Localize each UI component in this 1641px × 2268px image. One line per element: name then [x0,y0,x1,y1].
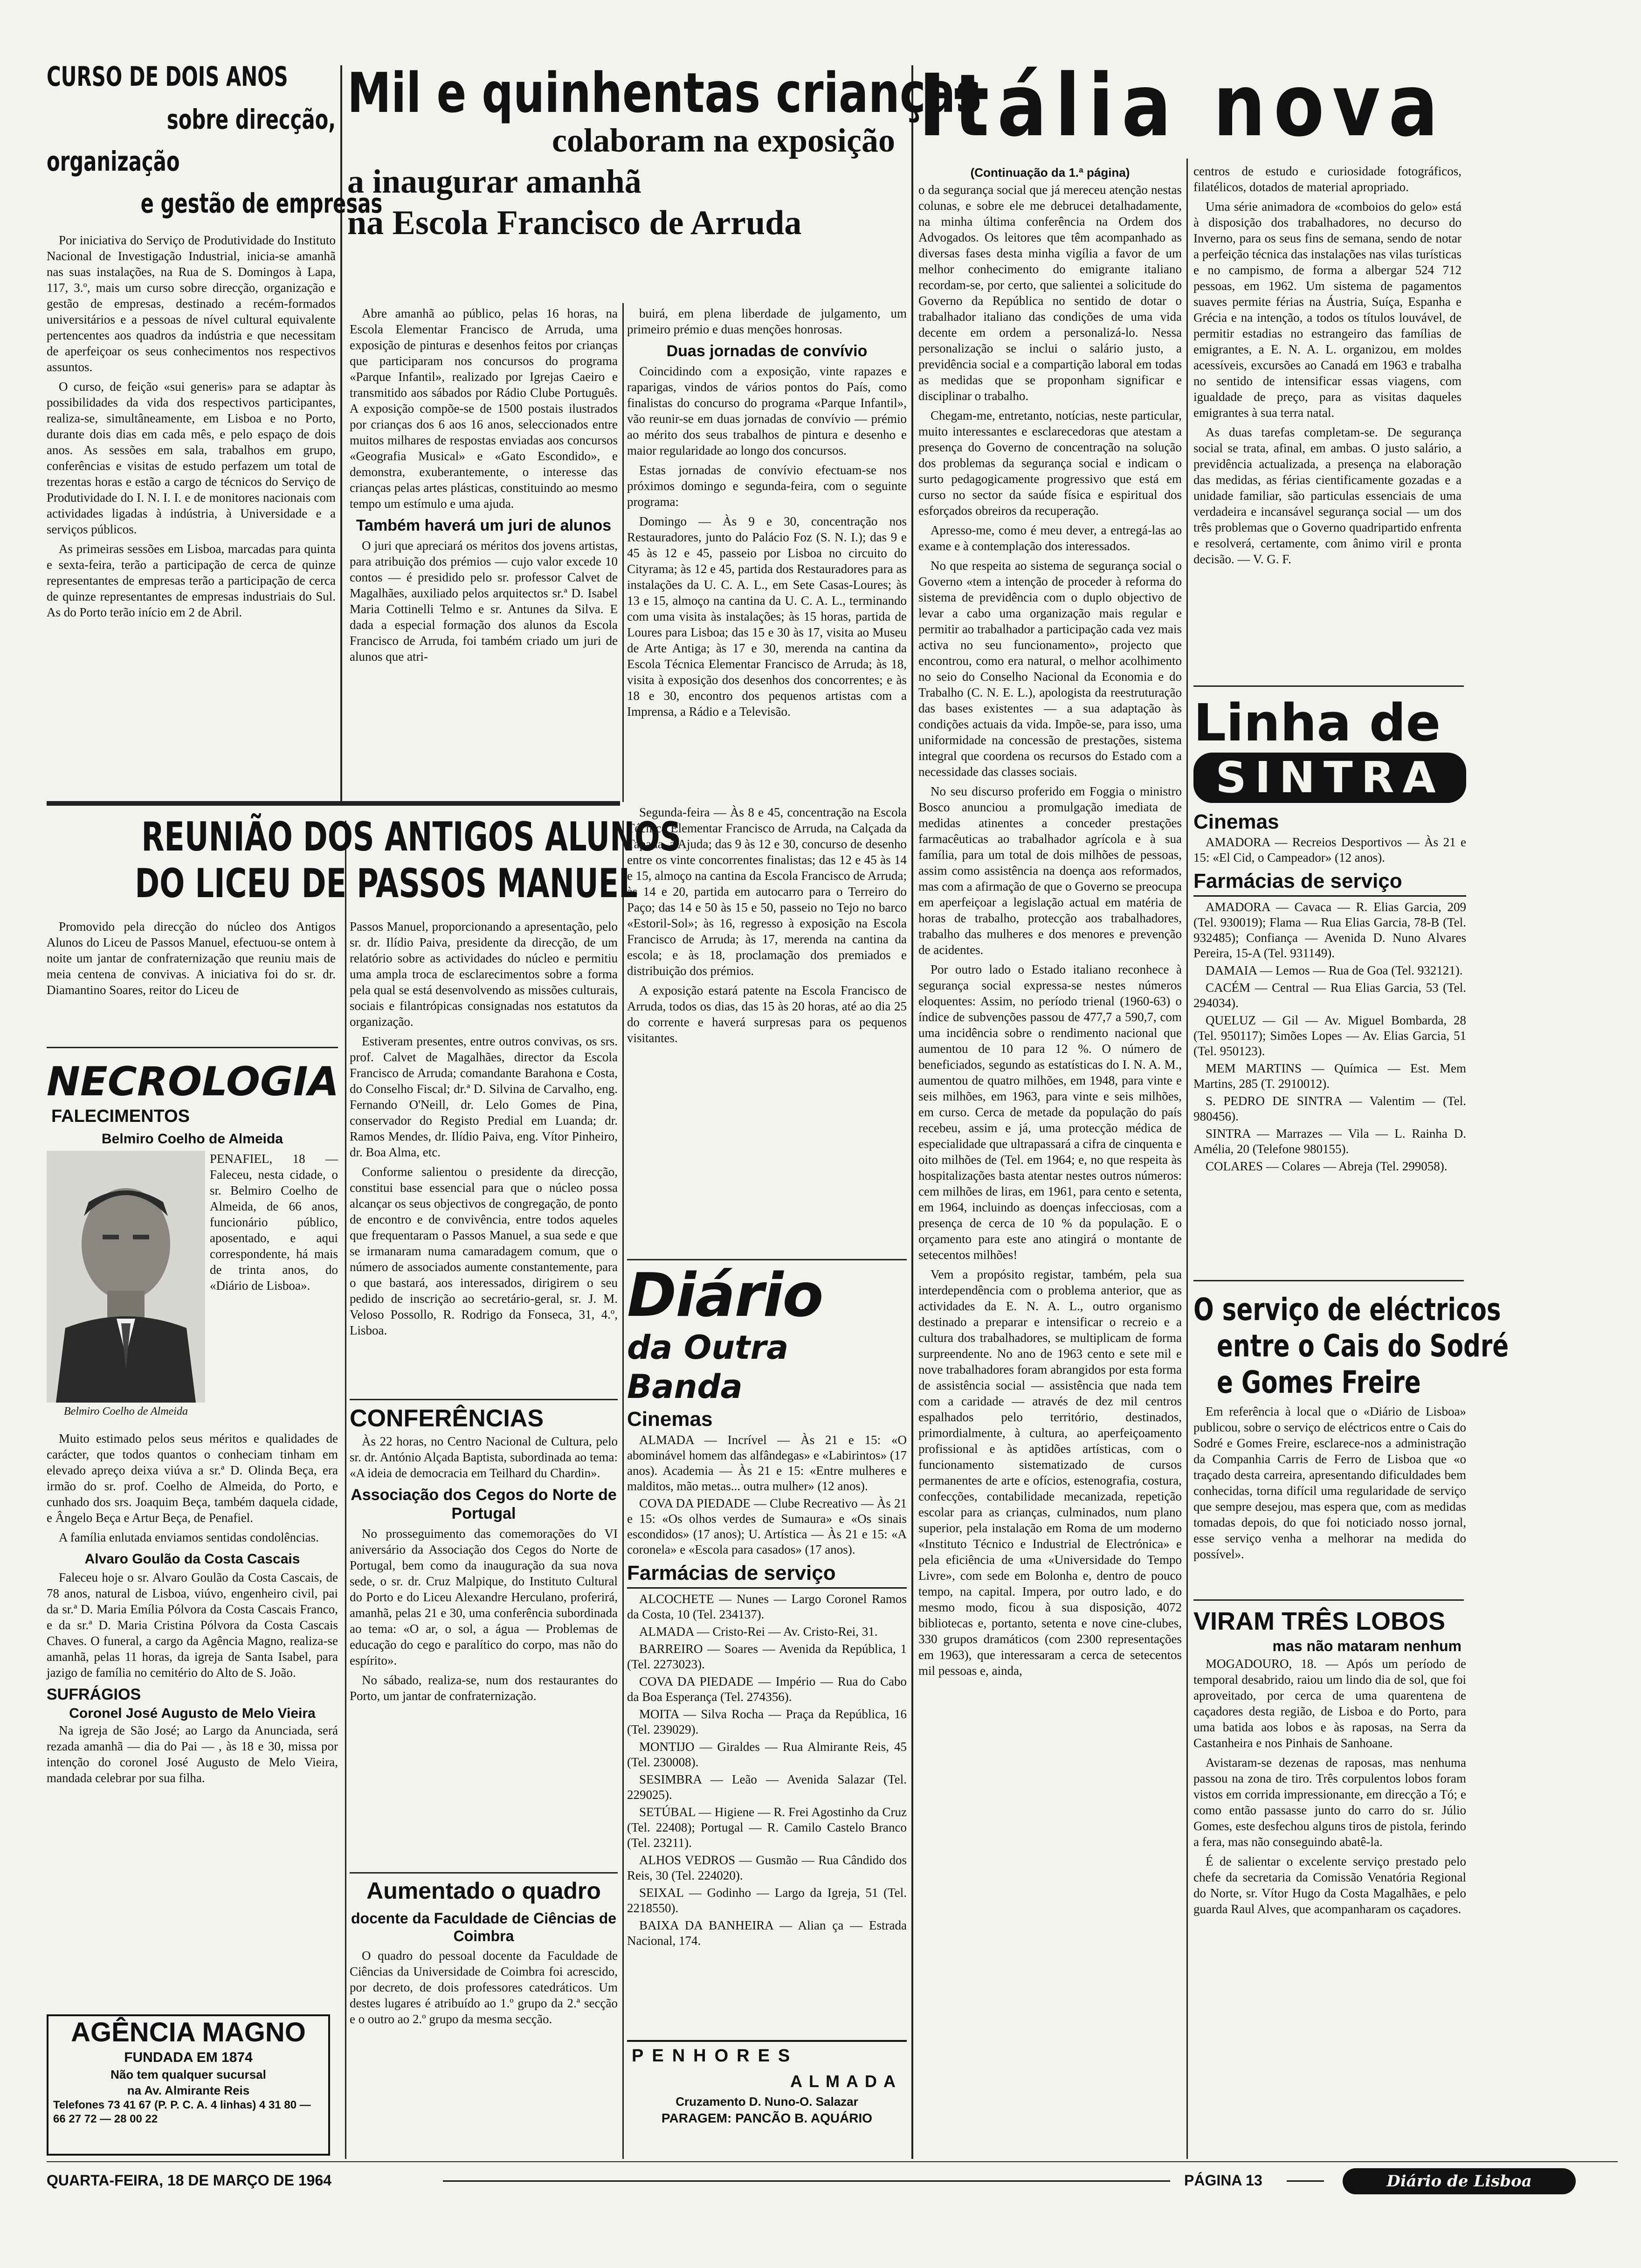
lobos-paragraph: É de salientar o excelente serviço prestado pelo chefe da secretaria da Comissão Venatória Regional do Norte, sr. Vítor Hugo da Costa Magalhães, e pelo guarda Raul Alves, que acompanharam os caçadores. [1193,1854,1466,1916]
footer-line [1287,2180,1324,2182]
farmacia-item: COVA DA PIEDADE — Império — Rua do Cabo da Boa Esperança (Tel. 274356). [627,1674,907,1704]
duas-subhead: Duas jornadas de convívio [666,342,868,360]
aumentado-headline: Aumentado o quadro [366,1878,601,1904]
reuniao-paragraph: Estiveram presentes, entre outros convivas, os srs. prof. Calvet de Magalhães, director da Escola Francisco de Arruda; comandante Barahona e Costa, do Conselho Fiscal; dr.ª D. Silvina de Carvalho, eng. Fernando O'Neill, dr. Lelo Gomes de Pina, conservador do Registo Predial em Luanda; dr. Ramos Mendes, dr. Ilídio Paiva, eng. Vítor Pinheiro, dr. Boa Alma, etc. [350,1034,618,1159]
footer [47,2168,1618,2201]
juri-subhead: Também haverá um juri de alunos [356,517,612,534]
agencia-magno-ad [47,2014,330,2156]
farmacia-item: MOITA — Silva Rocha — Praça da República, 16 (Tel. 239029). [627,1707,907,1736]
section-rule [47,1047,338,1048]
sintra-banner: SINTRA [1193,753,1466,803]
italia-paragraph: No seu discurso proferido em Foggia o ministro Bosco anunciou a promulgação imediata de medidas atinentes a conceder prestações farmacêuticas ao trabalhador agrícola e à sua família, para um total de dois milhões de pessoas, assim como assistência na doença aos reformados, mas com a afirmação de que o Governo se preocupa em aperfeiçoar a legislação actual em matéria de horas de trabalho, protecção aos trabalhadores, trabalho das mulheres e dos menores e prevenção de acidentes. [918,784,1182,957]
italia-article [918,56,1618,168]
lobos-article [1193,1606,1466,2157]
farmacias-label: Farmácias de serviço [1193,867,1466,897]
column-rule [340,65,342,802]
lobos-subhead: mas não mataram nenhum [1272,1638,1462,1654]
farmacia-item: SEIXAL — Godinho — Largo da Igreja, 51 (Tel. 2218550). [627,1886,907,1915]
curso-headline-3: organização [47,145,180,177]
lobos-headline: VIRAM TRÊS LOBOS [1193,1607,1446,1635]
agencia-title: AGÊNCIA MAGNO [71,2017,306,2047]
farmacia-item: ALMADA — Cristo-Rei — Av. Cristo-Rei, 31. [639,1625,878,1639]
farmacia-item: COLARES — Colares — Abreja (Tel. 299058). [1206,1159,1448,1173]
mil-headline: Mil e quinhentas crianças [347,61,982,125]
footer-rule [47,2161,1618,2162]
belmiro-paragraph: PENAFIEL, 18 — Faleceu, nesta cidade, o sr. Belmiro Coelho de Almeida, de 66 anos, funcionário público, aposentado, e aqui correspondente, há mais de trinta anos, do «Diário de Lisboa». [210,1152,338,1293]
falecimentos-label: FALECIMENTOS [51,1106,190,1126]
section-rule [350,1399,618,1400]
farmacia-item: BAIXA DA BANHEIRA — Alian ça — Estrada Nacional, 174. [627,1918,907,1948]
belmiro-paragraph: Muito estimado pelos seus méritos e qualidades de carácter, que todos quantos o conheciam tinham em elevado apreço deixa viúva a sr.ª D. Olinda Beça, era irmão do sr. prof. Coelho de Almeida, do Porto, e cunhado dos srs. Joaquim Beça, também daquela cidade, e Ângelo Beça e Artur Beça, de Penafiel. [47,1431,338,1525]
italia-paragraph: Chegam-me, entretanto, notícias, neste particular, muito interessantes e esclarecedoras que atestam a presença do Governo de concentração na solução dos problemas da segurança social e indicam o surto pedagogicamente progressivo que está em curso no sector da saúde física e espiritual dos esforçados obreiros da recuperação. [918,408,1182,518]
portrait-photo [47,1151,205,1403]
reuniao-paragraph: Promovido pela direcção do núcleo dos Antigos Alunos do Liceu de Passos Manuel, efectuou-se ontem à noite um jantar de confraternização que reuniu mais de meia centena de convivas. A iniciativa foi do sr. dr. Diamantino Soares, reitor do Liceu de [47,920,336,997]
electricos-paragraph: Em referência à local que o «Diário de Lisboa» publicou, sobre o serviço de eléctricos entre o Cais do Sodré e Gomes Freire, esclarece-nos a administração da Companhia Carris de Ferro de Lisboa que «o traçado desta carreira, apresentando dificuldades bem conhecidas, torna difícil uma regularidade de serviço que sempre desejou, mas espera que, com as medidas tomadas depois, do que foi noticiado nosso jornal, esse serviço venha a melhorar na medida do possível». [1193,1404,1466,1561]
column-rule [345,821,346,2159]
necrologia-headline: NECROLOGIA [47,1058,339,1105]
mil-body-left [350,305,618,800]
aumentado-section [350,1877,618,2157]
farmacia-item: S. PEDRO DE SINTRA — Valentim — (Tel. 980456). [1193,1094,1466,1123]
duas-paragraph: Coincidindo com a exposição, vinte rapazes e raparigas, vindos de vários pontos do País, como finalistas do concurso do programa «Parque Infantil», vão reunir-se em duas jornadas de convívio — prémio ao mérito dos seus trabalhos de pintura e desenho e maior regularidade ao longo dos concursos. [627,364,907,457]
conferencias-paragraph: Às 22 horas, no Centro Nacional de Cultura, pelo sr. dr. António Alçada Baptista, subordinada ao tema: «A ideia de democracia em Teilhard du Chardin». [350,1434,618,1480]
lobos-paragraph: MOGADOURO, 18. — Após um período de temporal desabrido, raiou um lindo dia de sol, que foi aproveitado, por cerca de uma quarentena de caçadores desta região, de Lisboa e do Porto, para uma batida aos lobos e às raposas, na Serra da Castanheira e nos Pinhais de Sanhoane. [1193,1657,1466,1750]
linha-sintra-section [1193,695,1466,1273]
penhores-line: Cruzamento D. Nuno-O. Salazar [676,2095,858,2109]
alvaro-paragraph: Faleceu hoje o sr. Alvaro Goulão da Costa Cascais, de 78 anos, natural de Lisboa, viúvo, engenheiro civil, pai da sr.ª D. Maria Emília Pólvora da Costa Cascais Franco, e da sr.ª D. Maria Cristina Pólvora da Costa Cascais Chaves. O funeral, a cargo da Agência Magno, realiza-se amanhã, pelas 11 horas, da igreja de Santa Isabel, para jazigo de família no cemitério do Alto de S. João. [47,1570,338,1680]
mil-paragraph: Abre amanhã ao público, pelas 16 horas, na Escola Elementar Francisco de Arruda, uma exposição de pinturas e desenhos feitos por crianças que participaram nos concursos do programa «Parque Infantil», realizado por Igrejas Caeiro e transmitido aos sábados por Rádio Clube Português. A exposição compõe-se de 1500 postais ilustrados por crianças dos 6 aos 16 anos, seleccionados entre muitos milhares de respostas enviadas aos concursos «Geografia Musical» e «Gato Escondido», e demonstra, exuberantemente, o interesse das crianças pelas artes plásticas, constituindo ao mesmo tempo um estímulo e uma ajuda. [350,306,618,511]
penhores-label: PENHORES [632,2046,799,2066]
necrologia-section [47,1058,338,2131]
coronel-name: Coronel José Augusto de Melo Vieira [69,1706,316,1721]
penhores-ad [627,2040,907,2158]
curso-article [47,61,383,788]
diario-title: Diário [627,1261,823,1330]
curso-paragraph: As primeiras sessões em Lisboa, marcadas para quinta e sexta-feira, terão a participação de cerca de quinze representantes de empresas terão a participação de cerca de quinze representantes de empresas industriais do Sul. As do Porto terão início em 2 de Abril. [47,542,336,619]
penhores-place: ALMADA [790,2072,902,2091]
column-rule [1186,159,1188,2159]
penhores-line: PARAGEM: PANCÃO B. AQUÁRIO [661,2111,873,2125]
curso-headline-2: sobre direcção, [166,104,336,135]
agencia-phones: Telefones 73 41 67 (P. P. C. A. 4 linhas) 4 31 80 — 66 27 72 — 28 00 22 [53,2099,311,2125]
mil-body-right [627,305,907,800]
farmacia-item: SESIMBRA — Leão — Avenida Salazar (Tel. 229025). [627,1772,907,1802]
curso-paragraph: O curso, de feição «sui generis» para se adaptar às possibilidades da vida dos respectivos participantes, realiza-se, simultâneamente, em Lisboa e no Porto, durante dois dias em cada mês, e pelo espaço de dois anos. As sessões em sala, trabalhos em grupo, conferências e visitas de estudo perfazem um total de trezentas horas e estão a cargo de técnicos do Serviço de Produtividade do I. N. I. I. e de monitores nacionais com actividades ligadas à indústria, à Universidade e a serviços públicos. [47,380,336,536]
mil-subhead-3: na Escola Francisco de Arruda [347,204,802,242]
italia-paragraph: No que respeita ao sistema de segurança social o Governo «tem a intenção de proceder à reforma do sistema de previdência com o duplo objectivo de levar a cabo uma organização mais regular e permitir ao trabalhador a participação cada vez mais activa no seu funcionamento», projecto que encontrou, como era natural, o melhor acolhimento no seio do Conselho Nacional da Economia e do Trabalho (C. N. E. L.), apologista da reestruturação das bases existentes — a sua adaptação às condições actuais da vida. Impõe-se, para isso, uma uniformidade na concessão de prestações, sistema integral que coordena os recursos do Estado com a necessidade das classes sociais. [918,559,1182,779]
duas-paragraph: A exposição estará patente na Escola Francisco de Arruda, todos os dias, das 15 às 20 horas, até ao dia 25 do corrente e haverá surpresas para os pequenos visitantes. [627,983,907,1045]
italia-cont [1193,163,1613,681]
reuniao-paragraph: Passos Manuel, proporcionando a apresentação, pelo sr. dr. Ilídio Paiva, presidente da direcção, de um relatório sobre as actividades do núcleo e permitiu uma ampla troca de esclarecimentos sobre a forma pela qual se está desenvolvendo as missões culturais, sociais e filantrópicas consignadas nos estatutos da organização. [350,920,618,1029]
duas-paragraph: Domingo — Às 9 e 30, concentração nos Restauradores, junto do Palácio Foz (S. N. I.); das 9 e 45 às 12 e 45, passeio por Lisboa no circuito do Cityrama; às 12 e 45, partida dos Restauradores para as instalações da U. C. A. L., em Sete Casas-Loures; às 13 e 15, almoço na cantina da U. C. A. L., terminando com uma visita às instalações; às 15 horas, partida de Loures para Lisboa; das 15 e 30 às 17, visita ao Museu de Arte Antiga; às 17 e 30, merenda na cantina da Escola Técnica Elementar Francisco de Arruda; às 18, visita à exposição dos desenhos dos concorrentes; e às 18 e 30, encontro dos pequenos artistas com a Imprensa, a Rádio e a Televisão. [627,514,907,719]
cinema-item: AMADORA — Recreios Desportivos — Às 21 e 15: «El Cid, o Campeador» (12 anos). [1193,835,1466,864]
footer-line [443,2180,1170,2182]
farmacia-item: SETÚBAL — Higiene — R. Frei Agostinho da Cruz (Tel. 22408); Portugal — R. Camilo Castelo Branco (Tel. 23211). [627,1805,907,1850]
lobos-paragraph: Avistaram-se dezenas de raposas, mas nenhuma passou na zona de tiro. Três corpulentos lobos foram vistos em corrida impressionante, em direcção a Tó; e como então passasse junto do carro do sr. Júlio Gomes, este desfechou alguns tiros de pistola, ferindo a fera, mas não conseguindo abatê-la. [1193,1756,1466,1849]
farmacia-item: MONTIJO — Giraldes — Rua Almirante Reis, 45 (Tel. 230008). [627,1740,907,1769]
diario-outra-banda [627,1261,907,2159]
electricos-headline-2: entre o Cais do Sodré [1217,1328,1509,1364]
duas-paragraph: Estas jornadas de convívio efectuam-se nos próximos domingo e segunda-feira, com o seguinte programa: [627,463,907,509]
cinema-item: COVA DA PIEDADE — Clube Recreativo — Às 21 e 15: «Os olhos verdes de Sumaura» e «Os sinais escondidos» (17 anos); U. Artística — Às 21 e 15: «A coronela» e «Escola para casados» (17 anos). [627,1496,907,1556]
section-rule [1193,1280,1464,1281]
exposicao-cont [627,804,907,1264]
electricos-headline: O serviço de eléctricos [1193,1292,1501,1328]
section-rule [47,801,620,806]
belmiro-name: Belmiro Coelho de Almeida [102,1131,283,1147]
electricos-headline-3: e Gomes Freire [1217,1364,1421,1400]
farmacia-item: ALCOCHETE — Nunes — Largo Coronel Ramos da Costa, 10 (Tel. 234137). [627,1592,907,1621]
cegos-subhead: Associação dos Cegos do Norte de Portugal [351,1486,617,1522]
italia-paragraph: centros de estudo e curiosidade fotográficos, filatélicos, dotados de material apropriado. [1193,164,1462,194]
farmacias-label: Farmácias de serviço [627,1559,907,1589]
alvaro-name: Alvaro Goulão da Costa Cascais [84,1551,300,1567]
mil-cont-paragraph: buirá, em plena liberdade de julgamento, um primeiro prémio e duas menções honrosas. [627,306,907,336]
italia-paragraph: Vem a propósito registar, também, pela sua interdependência com o problema anterior, que as actividades da E. N. A. L., outro organismo destinado a preparar e intensificar o recreio e a cultura dos trabalhadores, se multiplicam de forma surpreendente. No ano de 1963 cento e sete mil e nove trabalhadores foram abrangidos por esta forma de assistência social — assistência que nada tem com a caridade — através de dez mil centros espalhados pelo território, destinados, primordialmente, à cultura, ao aperfeiçoamento profissional e às aptidões artísticas, com o funcionamento sistematizado de cursos permanentes de arte e ofícios, estenografia, costura, confecções, contabilidade mecanizada, repetição escolar para as crianças, culminados, num plano superior, pela instalação em Roma de um moderno «Instituto Técnico e Industrial de Electrónica» e pela eficiência de uma «Universidade do Tempo Livre», com sede em Bolonha e, dentro de pouco tempo, na capital. Impera, por outro lado, e do mesmo modo, ficou à sua disposição, 4072 bibliotecas e, portanto, setenta e nove cine-clubes, 330 grupos dramáticos (com 2300 representações em 1963), que interessaram a cerca de setecentos mil pessoas e, ainda, [918,1267,1182,1678]
portrait-figure [47,1151,205,1403]
italia-paragraph: Apresso-me, como é meu dever, a entregá-las ao exame e à contemplação dos interessados. [918,523,1182,553]
farmacia-item: ALHOS VEDROS — Gusmão — Rua Cândido dos Reis, 30 (Tel. 224020). [627,1853,907,1882]
linha-title: Linha de [1193,693,1441,753]
belmiro-paragraph: A família enlutada enviamos sentidas condolências. [59,1530,319,1544]
agencia-line: Não tem qualquer sucursal [110,2067,266,2081]
continuacao-label: (Continuação da 1.ª página) [970,166,1130,180]
cinema-item: ALMADA — Incrível — Às 21 e 15: «O abominável homem das alfândegas» e «Labirintos» (17 anos). Academia — Às 21 e 15: «Entre mulheres e malditos, mão metas... outra mulher» (12 anos). [627,1433,907,1493]
curso-headline: CURSO DE DOIS ANOS [47,61,288,92]
diario-subtitle: da Outra Banda [627,1328,789,1406]
cinemas-label: Cinemas [627,1408,713,1431]
italia-headline: Itália nova [918,56,1447,156]
agencia-line: na Av. Almirante Reis [127,2083,250,2097]
section-rule [1193,1599,1464,1601]
agencia-fundada: FUNDADA EM 1874 [124,2050,253,2065]
section-rule [1193,685,1464,687]
section-rule [350,1872,618,1874]
italia-paragraph: As duas tarefas completam-se. De segurança social se trata, afinal, em ambas. O justo salário, a previdência actualizada, a presença na elaboração das medidas, as férias cientificamente gozadas e a unidade familiar, são particulas essenciais de uma verdadeira e incansável segurança social — um dos três problemas que o Governo quadripartido enfrenta e resolverá, certamente, com ânimo viril e pronta decisão. — V. G. F. [1193,425,1462,566]
farmacia-item: SINTRA — Marrazes — Vila — L. Rainha D. Amélia, 20 (Telefone 980155). [1193,1127,1466,1156]
portrait-caption: Belmiro Coelho de Almeida [64,1405,188,1418]
column-rule [911,65,913,2159]
reuniao-headline-1: REUNIÃO DOS ANTIGOS ALUNOS [141,814,682,860]
section-rule [627,1259,907,1260]
farmacia-item: AMADORA — Cavaca — R. Elias Garcia, 209 (Tel. 930019); Flama — Rua Elias Garcia, 78-B (Tel. 932485); Confiança — Avenida D. Nuno Alvares Pereira, 15-A (Tel. 931149). [1193,900,1466,960]
farmacia-item: CACÉM — Central — Rua Elias Garcia, 53 (Tel. 294034). [1193,981,1466,1010]
reuniao-body-left [47,919,336,1040]
italia-body [918,163,1182,2154]
footer-page: PÁGINA 13 [1184,2172,1262,2189]
reuniao-body-right [350,919,618,1394]
cinemas-label: Cinemas [1193,810,1279,833]
italia-paragraph: Uma série animadora de «comboios do gelo» está à disposição dos trabalhadores, no decurso do Inverno, para os seus fins de semana, sendo de notar a perfeição técnica das instalações nas vilas turísticas e no campismo, de forma a albergar 524 712 pessoas, em 1962. Um sistema de pagamentos suaves permite férias na Áustria, Suíça, Espanha e Grécia e na intenção, a todos os títulos louvável, de permitir estadias no estrangeiro das famílias de emigrantes, a E. N. A. L. organizou, em moldes acessíveis, excursões ao Canadá em 1963 e trabalha no sentido de intensificar essas viagens, com igualdade de preço, para as visitas daqueles emigrantes à sua terra natal. [1193,200,1462,420]
farmacia-item: QUELUZ — Gil — Av. Miguel Bombarda, 28 (Tel. 950117); Simões Lopes — Av. Elias Garcia, 51 (Tel. 950123). [1193,1013,1466,1058]
curso-paragraph: Por iniciativa do Serviço de Produtividade do Instituto Nacional de Investigação Industrial, inicia-se amanhã nas suas instalações, na Rua de S. Domingos à Lapa, 117, 3.º, mais um curso sobre direcção, organização e gestão de empresas, destinado a recém-formados universitários e a pessoas de nível cultural equivalente pertencentes aos quadros da indústria e que necessitam de aperfeiçoar os seus conhecimentos nos respectivos assuntos. [47,233,336,374]
mil-subhead-2: a inaugurar amanhã [347,163,641,200]
electricos-article [1193,1292,1509,1655]
cegos-paragraph: No sábado, realiza-se, num dos restaurantes do Porto, um jantar de confraternização. [350,1673,618,1703]
sufragios-label: SUFRÁGIOS [47,1686,141,1703]
italia-paragraph: Por outro lado o Estado italiano reconhece à segurança social expressa-se nestes números eloquentes: Assim, no período trienal (1960-63) o índice de subvenções passou de 477,7 a 590,7, com uma incidência sobre o rendimento nacional que aumentou de 10 para 12 %. O número de beneficiados, segundo as estatísticas do I. N. A. M., aumentou de quatro milhões, em 1948, para vinte e seis milhões, em 1963, para vinte e seis milhões, em curso. Cerca de metade da população do país recebeu, assim e já, uma protecção médica de especialidade que ultrapassará a cifra de cinquenta e oito milhões de (Tel. em 1964; e, no que respeita às hospitalizações basta atentar nestes outros números: cem milhões de liras, em 1961, para cento e setenta, em 1964, incluindo as doenças infecciosas, com a presença de cerca de 10 % da população. E o orçamento para este ano atingirá o montante de setecentos milhões! [918,962,1182,1262]
reuniao-headline-2: DO LICEU DE PASSOS MANUEL [135,860,638,907]
footer-date: QUARTA-FEIRA, 18 DE MARÇO DE 1964 [47,2172,332,2189]
mil-subhead-1: colaboram na exposição [552,122,895,159]
conferencias-section [350,1404,618,1879]
juri-paragraph: O juri que apreciará os méritos dos jovens artistas, para atribuição dos prémios — cujo valor excede 10 contos — é presidido pelo sr. professor Calvet de Magalhães, auxiliado pelos arquitectos sr.ª D. Isabel Maria Cottinelli Telmo e sr. Antunes da Silva. E dada a especial formação dos alunos da Escola Francisco de Arruda, foi também criado um juri de alunos que atri- [350,539,618,664]
column-rule [622,821,624,2159]
farmacia-item: MEM MARTINS — Química — Est. Mem Martins, 285 (T. 2910012). [1193,1061,1466,1091]
reuniao-paragraph: Conforme salientou o presidente da direcção, constitui base essencial para que o núcleo possa alcançar os seus objectivos de congregação, de ponto de encontro e de convivência, entre todos aqueles que frequentaram o Passos Manuel, a sua sede e que se irmanaram numa camaradagem comum, que o número de associados aumente constantemente, para o que bastará, aos interessados, dirigirem o seu pedido de inscrição ao secretário-geral, sr. J. M. Veloso Possollo, R. Rodrigo da Fonseca, 31, 4.º, Lisboa. [350,1165,618,1337]
curso-headline-4: e gestão de empresas [140,187,383,219]
conferencias-headline: CONFERÊNCIAS [350,1405,544,1432]
coronel-paragraph: Na igreja de São José; ao Largo da Anunciada, será rezada amanhã — dia do Pai — , às 18 e 30, missa por intenção do coronel José Augusto de Melo Vieira, mandada celebrar por sua filha. [47,1723,338,1785]
farmacia-item: DAMAIA — Lemos — Rua de Goa (Tel. 932121). [1206,963,1463,977]
aumentado-subhead: docente da Faculdade de Ciências de Coimbra [351,1910,617,1944]
footer-logo: Diário de Lisboa [1343,2168,1576,2194]
cegos-paragraph: No prosseguimento das comemorações do VI aniversário da Associação dos Cegos do Norte de Portugal, bem como da inauguração da sua nova sede, o sr. dr. Cruz Malpique, do Instituto Cultural do Porto e do Liceu Alexandre Herculano, proferirá, amanhã, pelas 21 e 30, uma conferência subordinada ao tema: «O ar, o sol, a água — Problemas de educação do cego e paralítico do corpo, mas não do espírito». [350,1527,618,1667]
italia-paragraph: o da segurança social que já mereceu atenção nestas colunas, e sobre ele me debrucei detalhadamente, na minha última conferência na Ordem dos Advogados. Os leitores que têm acompanhado as diversas fases desta minha vigília a favor de um melhor conhecimento do emigrante italiano recordam-se, por certo, que salientei a solicitude do Governo da República no sentido de dotar o trabalhador italiano das condições de uma vida decente em ordem a personalizá-lo. Nessa personalização se inclui o salário justo, a previdência social e a compartição laboral em todas as medidas que se proponham significar e disciplinar o trabalho. [918,183,1182,403]
farmacia-item: BARREIRO — Soares — Avenida da República, 1 (Tel. 2273023). [627,1642,907,1671]
aumentado-paragraph: O quadro do pessoal docente da Faculdade de Ciências da Universidade de Coimbra foi acrescido, por decreto, de dois professores catedráticos. Um destes lugares é atribuído ao 1.º grupo da 2.ª secção e o outro ao 2.º grupo da mesma secção. [350,1949,618,2026]
duas-paragraph: Segunda-feira — Às 8 e 45, concentração na Escola Técnica Elementar Francisco de Arruda, na Calçada da Tapada, à Ajuda; das 9 às 12 e 30, concurso de desenho entre os vinte concorrentes finalistas; das 12 e 45 às 14 e 15, almoço na cantina da Escola Francisco de Arruda; às 14 e 20, partida em autocarro para o Terreiro do Paço; das 14 e 50 às 15 e 50, passeio no Tejo no barco «Estoril-Sol»; às 16, regresso à exposição na Escola Francisco de Arruda; às 17, merenda na cantina da escola; e às 18, proclamação dos premiados e distribuição dos prémios. [627,805,907,978]
